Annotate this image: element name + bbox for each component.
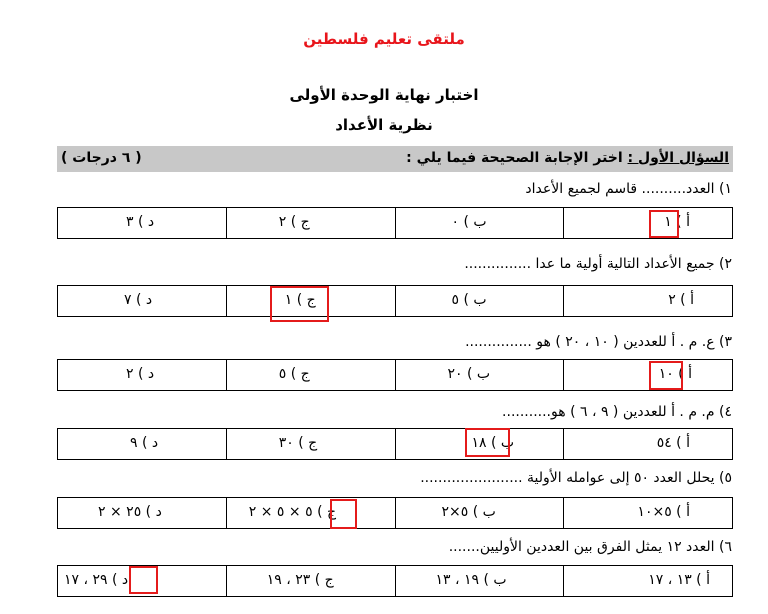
- option-c[interactable]: ج ) ١: [226, 286, 395, 317]
- section-marks: ( ٦ درجات ): [61, 150, 142, 166]
- site-title: ملتقى تعليم فلسطين: [303, 30, 465, 48]
- option-b[interactable]: ب ) ١٩ ، ١٣: [395, 566, 564, 597]
- question-3-text: ٣) ع. م . أ للعددين ( ١٠ ، ٢٠ ) هو ...............: [465, 334, 732, 350]
- option-b[interactable]: ب ) ٥×٢: [395, 498, 564, 529]
- option-a[interactable]: أ ) ٥×١٠: [564, 498, 733, 529]
- question-2-options: [57, 285, 733, 317]
- option-c[interactable]: ج ) ٥: [226, 360, 395, 391]
- section-heading: [406, 150, 729, 166]
- option-a[interactable]: أ ) ٥٤: [564, 429, 733, 460]
- option-a[interactable]: أ ) ١: [564, 208, 733, 239]
- option-d[interactable]: د ) ٧: [58, 286, 227, 317]
- question-5-options: [57, 497, 733, 529]
- question-1-options: [57, 207, 733, 239]
- option-b[interactable]: ب ) ٠: [395, 208, 564, 239]
- option-c[interactable]: ج ) ٥ × ٥ × ٢: [226, 498, 395, 529]
- option-d[interactable]: د ) ٩: [58, 429, 227, 460]
- option-a[interactable]: أ ) ٢: [564, 286, 733, 317]
- option-d[interactable]: د ) ٢٥ × ٢: [58, 498, 227, 529]
- section-header: [57, 146, 733, 172]
- option-c[interactable]: ج ) ٢: [226, 208, 395, 239]
- question-3-options: [57, 359, 733, 391]
- question-1-text: ١) العدد.......... قاسم لجميع الأعداد: [525, 181, 732, 197]
- question-2-text: ٢) جميع الأعداد التالية أولية ما عدا ...............: [464, 256, 732, 272]
- option-a[interactable]: أ ) ١٠: [564, 360, 733, 391]
- question-6-text: ٦) العدد ١٢ يمثل الفرق بين العددين الأوليين.......: [448, 539, 732, 555]
- option-c[interactable]: ج ) ٢٣ ، ١٩: [226, 566, 395, 597]
- question-4-options: [57, 428, 733, 460]
- exam-subtitle: نظرية الأعداد: [335, 116, 433, 134]
- answer-highlight: [649, 210, 679, 238]
- answer-highlight: [465, 428, 510, 457]
- option-c[interactable]: ج ) ٣٠: [226, 429, 395, 460]
- answer-highlight: [330, 499, 357, 529]
- question-label: السؤال الأول :: [627, 150, 729, 166]
- option-d[interactable]: د ) ٣: [58, 208, 227, 239]
- answer-highlight: [649, 361, 683, 390]
- option-b[interactable]: ب ) ١٨: [395, 429, 564, 460]
- option-d[interactable]: د ) ٢: [58, 360, 227, 391]
- question-4-text: ٤) م. م . أ للعددين ( ٩ ، ٦ ) هو...........: [502, 404, 732, 420]
- option-d[interactable]: د ) ٢٩ ، ١٧: [58, 566, 227, 597]
- question-6-options: [57, 565, 733, 597]
- question-instruction: اختر الإجابة الصحيحة فيما يلي :: [406, 150, 628, 166]
- option-a[interactable]: أ ) ١٣ ، ١٧: [564, 566, 733, 597]
- answer-highlight: [270, 286, 329, 322]
- exam-title: اختبار نهاية الوحدة الأولى: [289, 86, 479, 104]
- option-b[interactable]: ب ) ٥: [395, 286, 564, 317]
- question-5-text: ٥) يحلل العدد ٥٠ إلى عوامله الأولية .......................: [420, 470, 732, 486]
- option-b[interactable]: ب ) ٢٠: [395, 360, 564, 391]
- answer-highlight: [129, 566, 158, 594]
